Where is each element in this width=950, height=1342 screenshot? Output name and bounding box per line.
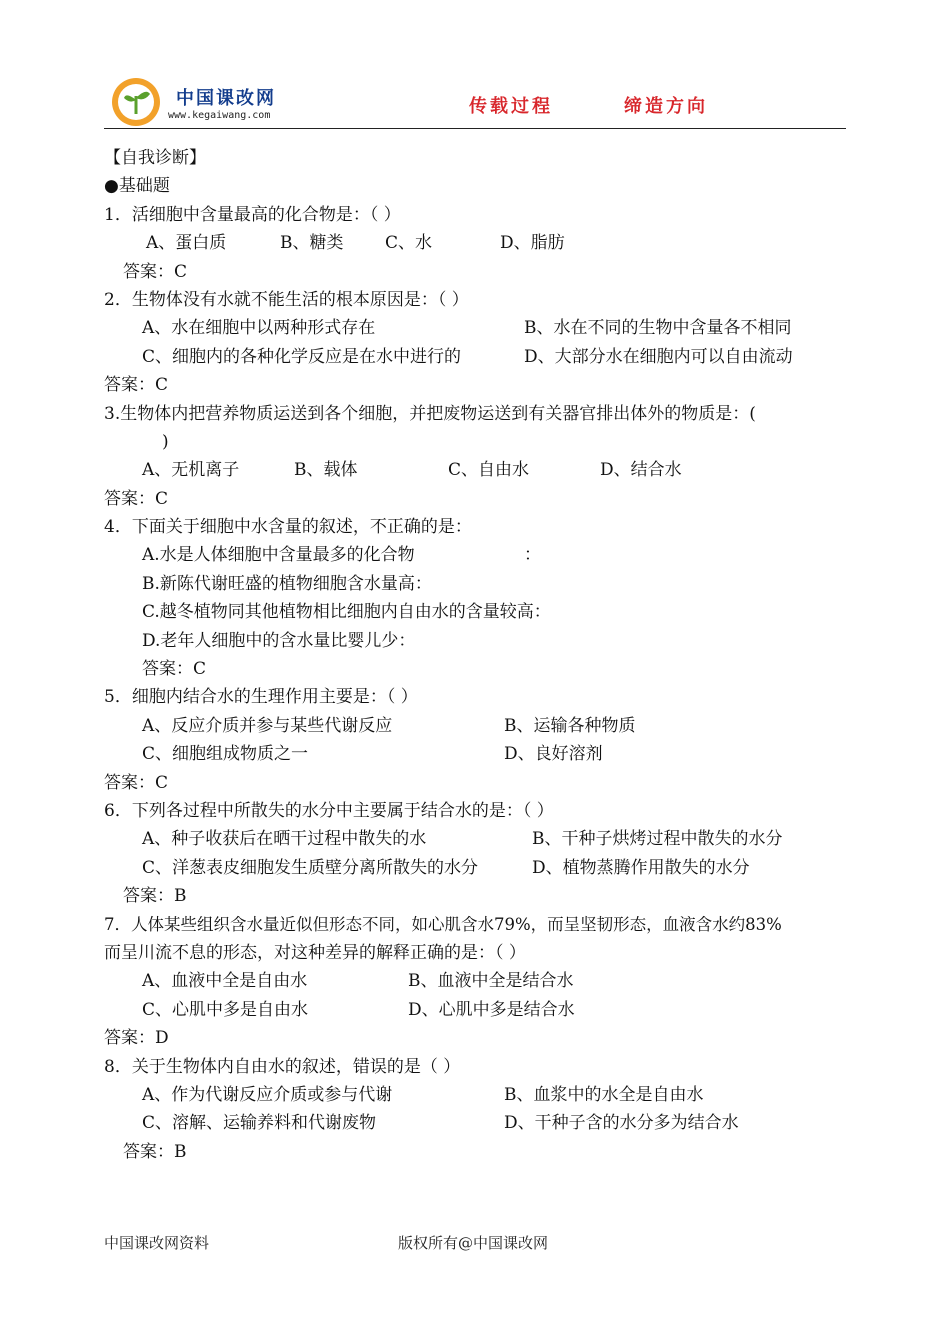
option-a: A、蛋白质: [146, 233, 227, 254]
question-3-stem: 3.生物体内把营养物质运送到各个细胞，并把废物运送到有关器官排出体外的物质是：(: [104, 403, 756, 424]
option-a: A、无机离子: [142, 460, 240, 481]
question-7-stem: 7．人体某些组织含水量近似但形态不同，如心肌含水79%，而呈坚韧形态，血液含水约83%: [104, 914, 782, 934]
option-b: B.新陈代谢旺盛的植物细胞含水量高：: [142, 573, 432, 594]
option-d: D、植物蒸腾作用散失的水分: [532, 857, 750, 878]
option-c: C、细胞内的各种化学反应是在水中进行的: [142, 346, 462, 367]
section-subtitle: ●基础题: [104, 176, 170, 197]
page-header: [104, 70, 846, 130]
answer-text: 答案：C: [142, 659, 207, 680]
question-8-stem: 8．关于生物体内自由水的叙述，错误的是（ ）: [104, 1056, 461, 1077]
question-4-option-a: [104, 541, 854, 569]
question-3-options: [104, 456, 854, 484]
sprout-in-hands-icon: [110, 76, 162, 128]
option-a: A、作为代谢反应介质或参与代谢: [142, 1084, 393, 1105]
option-d: D、良好溶剂: [504, 744, 603, 765]
question-7-options-row2: [104, 996, 854, 1024]
question-1-answer: [104, 258, 854, 286]
question-5-options-row2: [104, 740, 854, 768]
question-4-option-d: [104, 627, 854, 655]
question-7-answer: 答案：D: [104, 1028, 169, 1049]
question-4-option-c: [104, 598, 854, 626]
slogan-2: 缔造方向: [624, 96, 708, 117]
question-8-answer: [104, 1138, 854, 1166]
question-1-stem: 1．活细胞中含量最高的化合物是：（ ）: [104, 204, 401, 225]
question-1-options: [104, 229, 854, 257]
option-b: B、血浆中的水全是自由水: [504, 1084, 704, 1105]
option-a: A、血液中全是自由水: [142, 971, 308, 992]
logo-name: 中国课改网: [176, 88, 276, 109]
question-6-options-row2: [104, 854, 854, 882]
question-7-options-row1: [104, 967, 854, 995]
question-6-answer: [104, 882, 854, 910]
question-2-options-row2: [104, 343, 854, 371]
option-c: C、自由水: [448, 460, 530, 481]
document-body: [104, 144, 854, 1166]
question-2-options-row1: [104, 314, 854, 342]
option-b: B、运输各种物质: [504, 715, 636, 736]
footer-center: 版权所有@中国课改网: [398, 1234, 549, 1252]
question-8-options-row1: [104, 1081, 854, 1109]
question-3-stem-cont: [104, 428, 854, 456]
option-b: B、水在不同的生物中含量各不相同: [524, 318, 792, 339]
question-5-options-row1: [104, 712, 854, 740]
answer-text: 答案：B: [123, 886, 187, 907]
option-d: D.老年人细胞中的含水量比婴儿少：: [142, 630, 416, 651]
question-4-option-b: [104, 570, 854, 598]
option-c: C、洋葱表皮细胞发生质壁分离所散失的水分: [142, 857, 479, 878]
section-title: 【自我诊断】: [104, 148, 206, 168]
option-c: C、细胞组成物质之一: [142, 744, 309, 765]
question-6-options-row1: [104, 825, 854, 853]
paren-close: ): [162, 431, 169, 452]
option-b: B、干种子烘烤过程中散失的水分: [532, 829, 783, 850]
header-divider: [104, 128, 846, 129]
option-c: C、溶解、运输养料和代谢废物: [142, 1113, 377, 1134]
footer-left: 中国课改网资料: [104, 1234, 210, 1252]
option-a: A、水在细胞中以两种形式存在: [142, 318, 376, 339]
slogan-1: 传载过程: [469, 96, 553, 117]
option-a: A.水是人体细胞中含量最多的化合物: [142, 545, 415, 566]
option-b: B、糖类: [280, 233, 344, 254]
question-6-stem: 6．下列各过程中所散失的水分中主要属于结合水的是：（ ）: [104, 800, 554, 821]
question-2-stem: 2．生物体没有水就不能生活的根本原因是：（ ）: [104, 289, 469, 310]
option-d: D、干种子含的水分多为结合水: [504, 1113, 739, 1134]
option-a: A、反应介质并参与某些代谢反应: [142, 715, 393, 736]
option-c: C、心肌中多是自由水: [142, 999, 309, 1020]
option-b: B、血液中全是结合水: [408, 971, 574, 992]
answer-text: 答案：B: [123, 1141, 187, 1162]
logo-url: www.kegaiwang.com: [168, 110, 271, 121]
option-b: B、载体: [294, 460, 358, 481]
option-c: C、水: [385, 233, 433, 254]
question-5-answer: 答案：C: [104, 772, 169, 793]
answer-text: 答案：C: [123, 261, 188, 282]
option-c: C.越冬植物同其他植物相比细胞内自由水的含量较高：: [142, 602, 551, 623]
question-2-answer: 答案：C: [104, 375, 169, 396]
question-3-answer: 答案：C: [104, 488, 169, 509]
option-d: D、脂肪: [500, 233, 565, 254]
question-8-options-row2: [104, 1109, 854, 1137]
question-4-answer: [104, 655, 854, 683]
option-a: A、种子收获后在晒干过程中散失的水: [142, 829, 427, 850]
option-d: D、结合水: [600, 460, 682, 481]
option-d: D、心肌中多是结合水: [408, 999, 575, 1020]
question-5-stem: 5．细胞内结合水的生理作用主要是：（ ）: [104, 687, 418, 708]
question-4-stem: 4．下面关于细胞中水含量的叙述，不正确的是：: [104, 517, 472, 538]
option-a-mark: ：: [524, 545, 541, 566]
option-d: D、大部分水在细胞内可以自由流动: [524, 346, 793, 367]
question-7-stem-cont: 而呈川流不息的形态，对这种差异的解释正确的是：（ ）: [104, 942, 526, 963]
